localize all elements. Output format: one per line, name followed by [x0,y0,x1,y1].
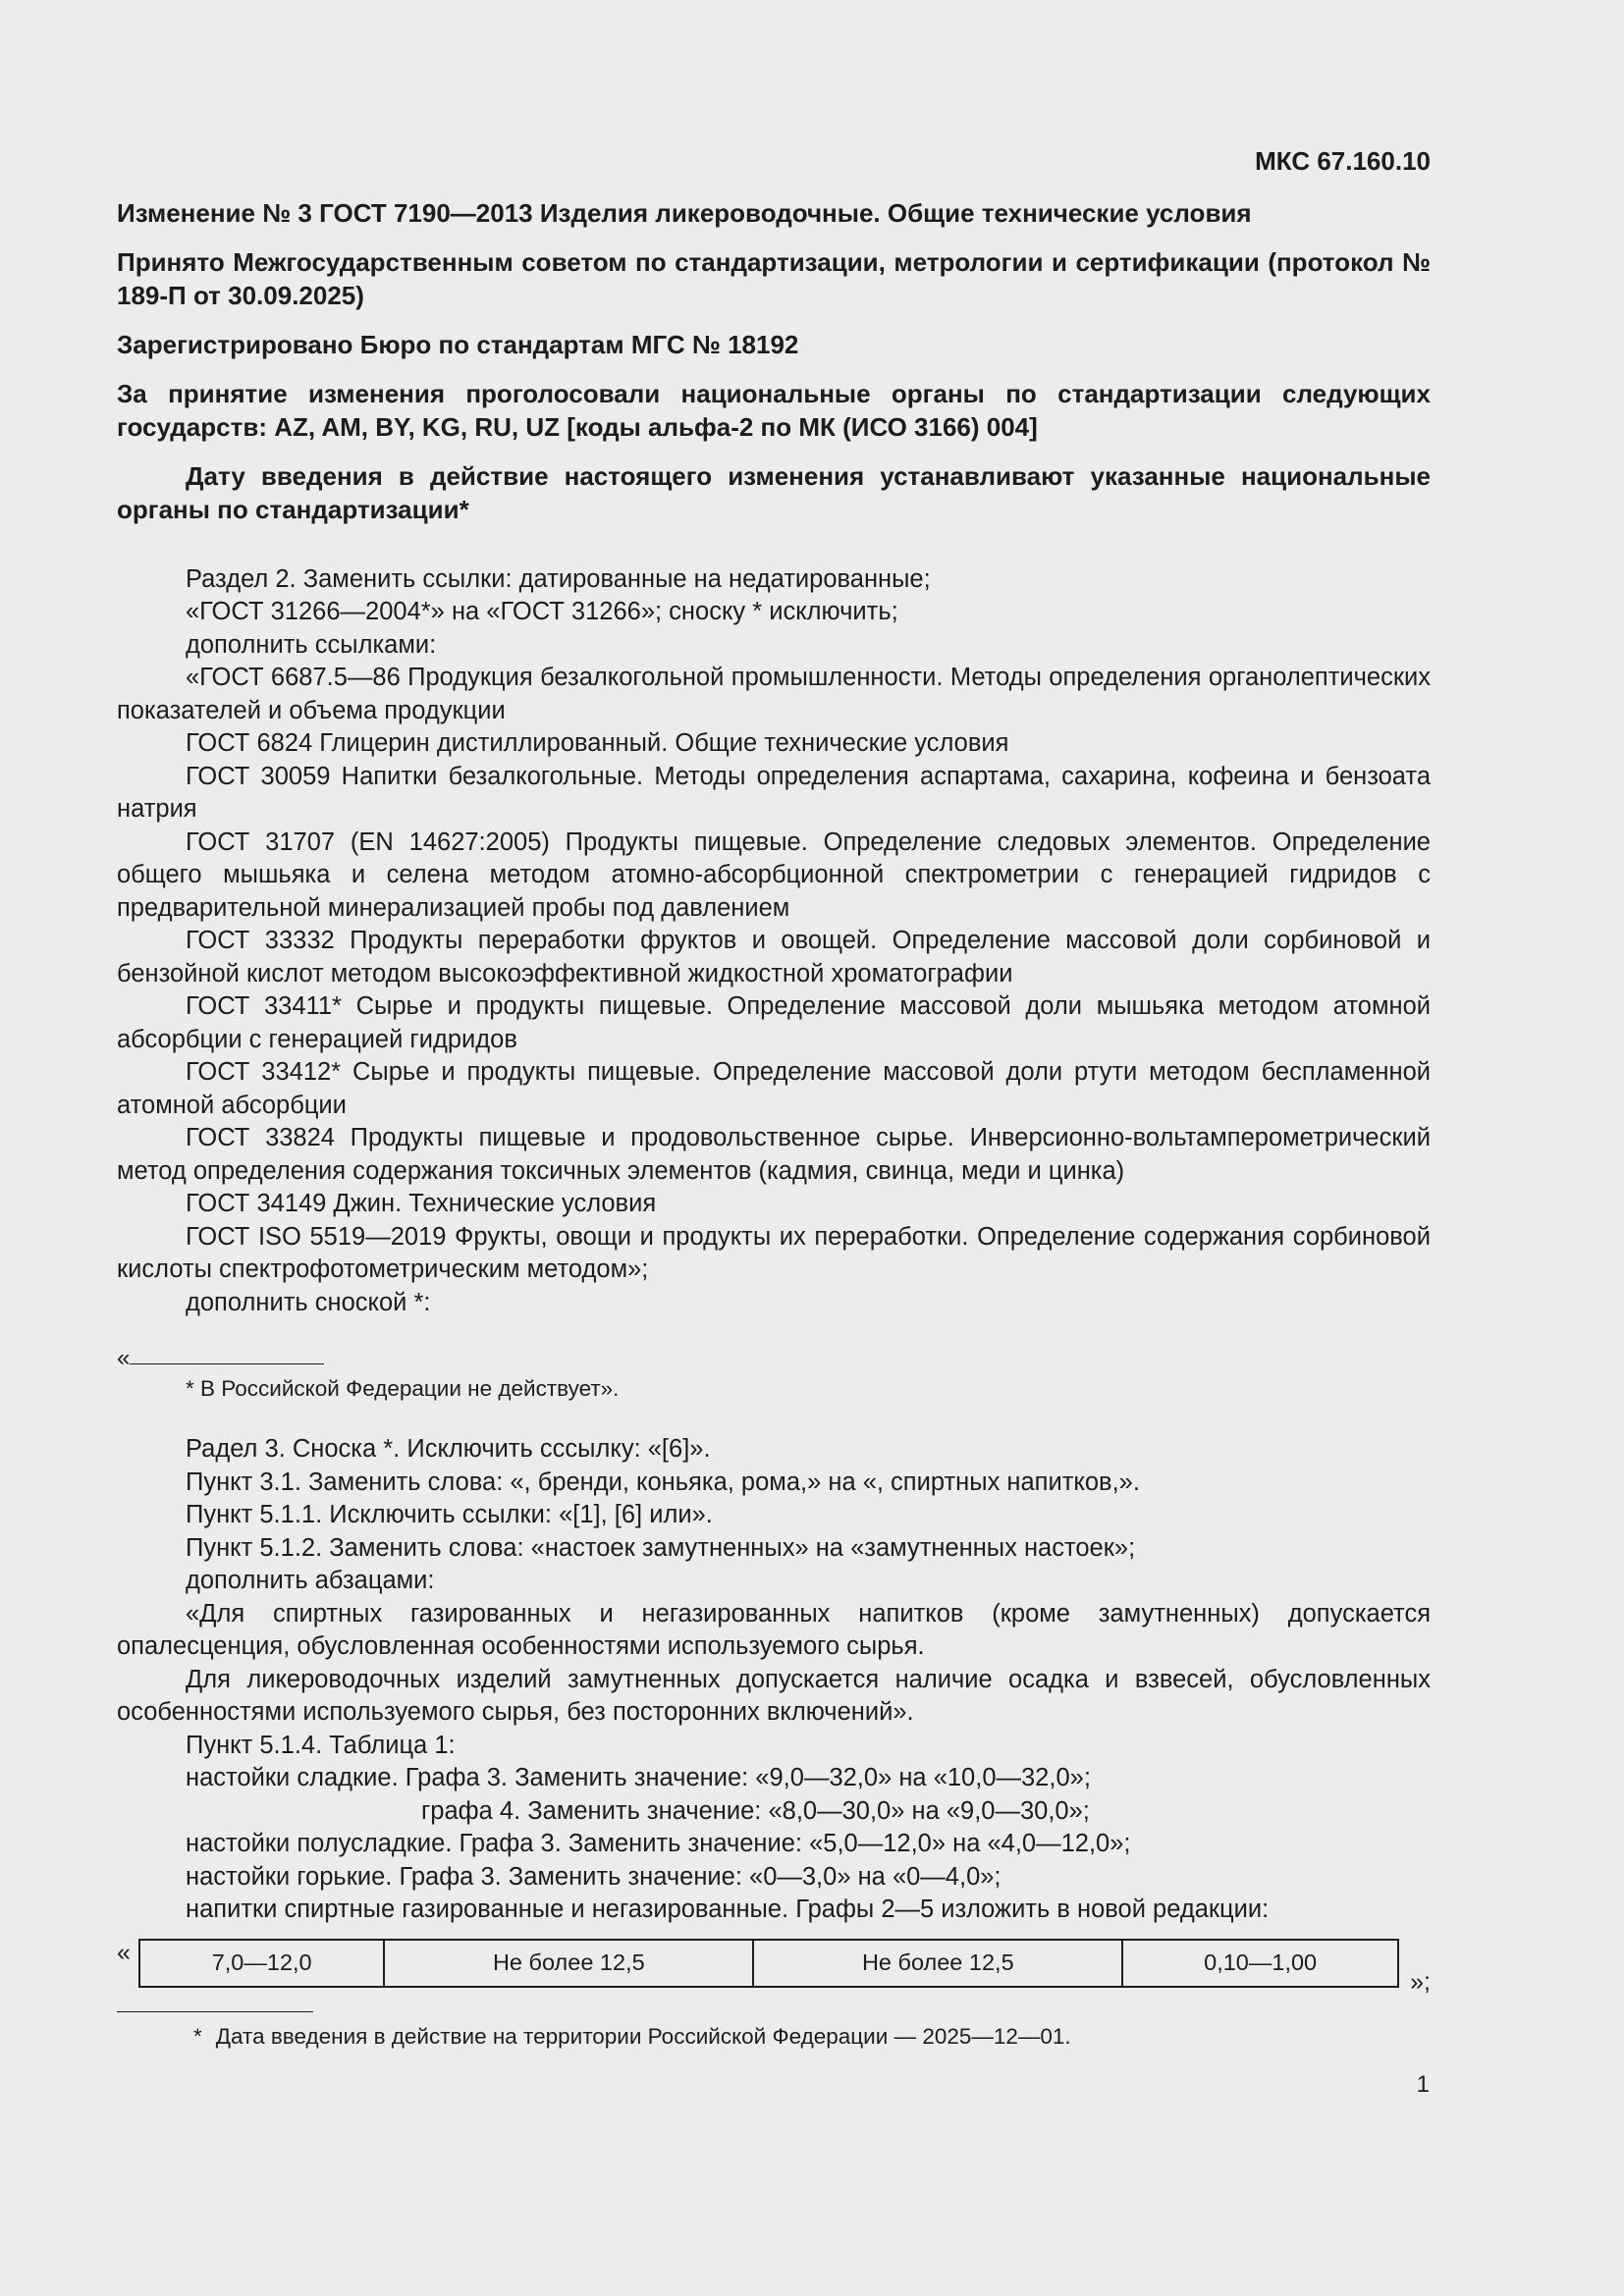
table-row [139,1940,1398,1987]
paragraph: Пункт 5.1.2. Заменить слова: «настоек замутненных» на «замутненных настоек»; [186,1533,1136,1562]
paragraph: ГОСТ 33332 Продукты переработки фруктов и овощей. Определение массовой доли сорбиновой и бензойной кислот методом высокоэффективной жидкостной хроматографии [117,927,1431,988]
paragraph: Для ликероводочных изделий замутненных допускается наличие осадка и взвесей, обусловленных особенностями используемого сырья, без посторонних включений». [117,1665,1431,1726]
table-cell: 0,10—1,00 [1122,1940,1398,1987]
paragraph: ГОСТ 33824 Продукты пищевые и продовольственное сырье. Инверсионно-вольтамперометрический метод определения содержания токсичных элементов (кадмия, свинца, меди и цинка) [117,1124,1431,1185]
registered-statement: Зарегистрировано Бюро по стандартам МГС № 18192 [117,329,799,359]
footnote-open-quote: « [117,1345,131,1371]
paragraph: напитки спиртные газированные и негазированные. Графы 2—5 изложить в новой редакции: [186,1896,1270,1923]
table-cell: 7,0—12,0 [139,1940,384,1987]
bottom-footnote-rule [117,2011,313,2012]
paragraph: ГОСТ 33411* Сырье и продукты пищевые. Определение массовой доли мышьяка методом атомной абсорбции с генерацией гидридов [117,992,1431,1053]
paragraph: Раздел 2. Заменить ссылки: датированные на недатированные; [186,564,931,593]
paragraph: ГОСТ 34149 Джин. Технические условия [186,1190,657,1217]
paragraph: дополнить абзацами: [186,1567,435,1594]
paragraph: Радел 3. Сноска *. Исключить сссылку: «[6]». [186,1435,711,1463]
document-page [117,145,1431,2052]
paragraph: настойки горькие. Графа 3. Заменить значение: «0—3,0» на «0—4,0»; [186,1862,1001,1891]
footnote-text: Дата введения в действие на территории Российской Федерации — 2025—12—01. [215,2023,1071,2049]
paragraph: Пункт 5.1.1. Исключить ссылки: «[1], [6] или». [186,1501,713,1528]
amendment-body [117,563,1431,2052]
paragraph: «Для спиртных газированных и негазированных напитков (кроме замутненных) допускается опалесценция, обусловленная особенностями используемого сырья. [117,1599,1431,1660]
inserted-footnote: * В Российской Федерации не действует». [186,1376,620,1401]
paragraph: ГОСТ 31707 (EN 14627:2005) Продукты пищевые. Определение следовых элементов. Определение общего мышьяка и селена методом атомно-абсорбционной спектрометрии с генерацией гидридов с предварительной минерализацией пробы под давлением [117,828,1431,922]
paragraph: дополнить сноской *: [186,1288,431,1316]
table-cell: Не более 12,5 [753,1940,1122,1987]
paragraph: графа 4. Заменить значение: «8,0—30,0» на «9,0—30,0»; [421,1796,1090,1825]
paragraph: «ГОСТ 31266—2004*» на «ГОСТ 31266»; сноску * исключить; [186,598,898,625]
paragraph: настойки полусладкие. Графа 3. Заменить значение: «5,0—12,0» на «4,0—12,0»; [186,1830,1131,1857]
table-cell: Не более 12,5 [384,1940,753,1987]
section-changes [117,1433,1431,1927]
paragraph: ГОСТ ISO 5519—2019 Фрукты, овощи и продукты их переработки. Определение содержания сорбиновой кислоты спектрофотометрическим методом»; [117,1222,1431,1283]
footnote-rule [130,1363,324,1364]
table-open-quote: « [117,1938,131,1966]
amendment-title: Изменение № 3 ГОСТ 7190—2013 Изделия ликероводочные. Общие технические условия [117,197,1252,228]
mks-code: МКС 67.160.10 [1255,146,1431,176]
section-references [117,563,1431,1320]
paragraph: Пункт 5.1.4. Таблица 1: [186,1731,456,1759]
voted-statement: За принятие изменения проголосовали национальные органы по стандартизации следующих государств: AZ, AM, BY, KG, RU, UZ [коды альфа-2 по МК (ИСО 3166) 004] [117,378,1431,442]
paragraph: дополнить ссылками: [186,630,437,659]
adopted-statement: Принято Межгосударственным советом по стандартизации, метрологии и сертификации (протокол № 189-П от 30.09.2025) [117,246,1431,310]
paragraph: ГОСТ 33412* Сырье и продукты пищевые. Определение массовой доли ртути методом беспламенной атомной абсорбции [117,1058,1431,1119]
replacement-table-row [117,1939,1431,2000]
paragraph: ГОСТ 6824 Глицерин дистиллированный. Общие технические условия [186,729,1009,757]
footnote-rule-row [117,1345,1431,1371]
paragraph: настойки сладкие. Графа 3. Заменить значение: «9,0—32,0» на «10,0—32,0»; [186,1764,1091,1791]
table-close-quote: »; [1410,1967,1431,1996]
page-number: 1 [1416,2071,1430,2098]
effective-date-statement: Дату введения в действие настоящего изменения устанавливают указанные национальные органы по стандартизации* [117,460,1431,524]
paragraph: ГОСТ 30059 Напитки безалкогольные. Методы определения аспартама, сахарина, кофеина и бензоата натрия [117,762,1431,823]
replacement-table [138,1939,1399,1988]
bottom-footnote [117,2022,1431,2052]
paragraph: «ГОСТ 6687.5—86 Продукция безалкогольной промышленности. Методы определения органолептических показателей и объема продукции [117,664,1431,724]
footnote-star: * [193,2023,202,2049]
paragraph: Пункт 3.1. Заменить слова: «, бренди, коньяка, рома,» на «, спиртных напитков,». [186,1468,1140,1496]
